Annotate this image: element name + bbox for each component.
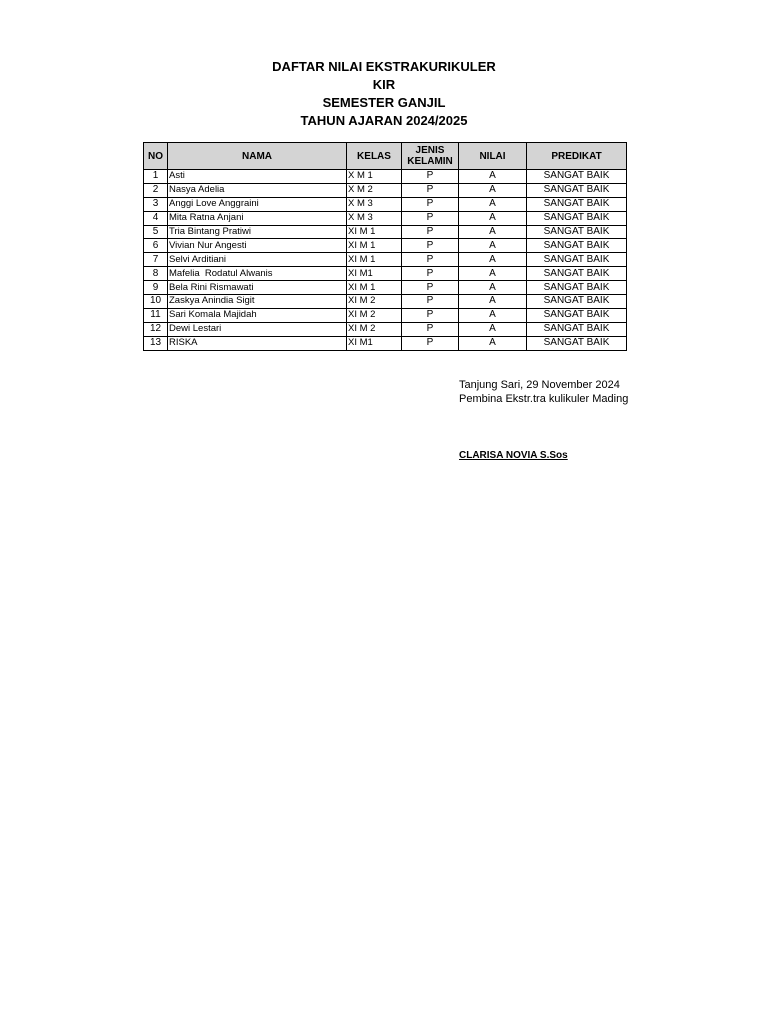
table-row xyxy=(144,322,627,336)
cell-nama: Selvi Arditiani xyxy=(168,253,347,267)
cell-predikat: SANGAT BAIK xyxy=(527,225,627,239)
cell-jenis-kelamin: P xyxy=(402,225,459,239)
cell-jenis-kelamin: P xyxy=(402,281,459,295)
cell-kelas: XI M 1 xyxy=(347,225,402,239)
cell-predikat: SANGAT BAIK xyxy=(527,211,627,225)
cell-nama: Asti xyxy=(168,170,347,184)
cell-no: 13 xyxy=(144,336,168,350)
table-body xyxy=(144,170,627,351)
cell-kelas: XI M1 xyxy=(347,267,402,281)
cell-predikat: SANGAT BAIK xyxy=(527,183,627,197)
header-row xyxy=(144,143,627,170)
cell-kelas: XI M 2 xyxy=(347,295,402,309)
table-row xyxy=(144,336,627,350)
cell-kelas: X M 1 xyxy=(347,170,402,184)
title-line-1: DAFTAR NILAI EKSTRAKURIKULER xyxy=(272,59,496,74)
cell-no: 5 xyxy=(144,225,168,239)
table-row xyxy=(144,295,627,309)
cell-jenis-kelamin: P xyxy=(402,336,459,350)
header-nama: NAMA xyxy=(168,143,347,170)
cell-no: 6 xyxy=(144,239,168,253)
table-row xyxy=(144,197,627,211)
cell-nilai: A xyxy=(459,267,527,281)
cell-no: 4 xyxy=(144,211,168,225)
header-predikat: PREDIKAT xyxy=(527,143,627,170)
cell-nilai: A xyxy=(459,197,527,211)
cell-nilai: A xyxy=(459,295,527,309)
cell-jenis-kelamin: P xyxy=(402,295,459,309)
cell-nilai: A xyxy=(459,211,527,225)
title-line-2: KIR xyxy=(372,77,396,92)
cell-no: 8 xyxy=(144,267,168,281)
cell-kelas: XI M1 xyxy=(347,336,402,350)
cell-predikat: SANGAT BAIK xyxy=(527,308,627,322)
cell-predikat: SANGAT BAIK xyxy=(527,281,627,295)
cell-nama: Sari Komala Majidah xyxy=(168,308,347,322)
cell-no: 9 xyxy=(144,281,168,295)
cell-no: 10 xyxy=(144,295,168,309)
cell-jenis-kelamin: P xyxy=(402,253,459,267)
signer-name: CLARISA NOVIA S.Sos xyxy=(459,450,568,461)
signature-block xyxy=(459,378,628,406)
header-jenis-kelamin xyxy=(402,143,459,170)
header-nilai: NILAI xyxy=(459,143,527,170)
table-row xyxy=(144,253,627,267)
cell-nama: Zaskya Anindia Sigit xyxy=(168,295,347,309)
cell-jenis-kelamin: P xyxy=(402,322,459,336)
cell-nilai: A xyxy=(459,336,527,350)
document-title xyxy=(0,58,768,130)
cell-kelas: XI M 2 xyxy=(347,308,402,322)
signature-role: Pembina Ekstr.tra kulikuler Mading xyxy=(459,393,629,405)
table-row xyxy=(144,239,627,253)
cell-nilai: A xyxy=(459,281,527,295)
title-line-4: TAHUN AJARAN 2024/2025 xyxy=(300,113,468,128)
header-jenis-kelamin-line1: JENIS xyxy=(415,145,445,156)
header-kelas: KELAS xyxy=(347,143,402,170)
cell-no: 1 xyxy=(144,170,168,184)
table-row xyxy=(144,225,627,239)
cell-predikat: SANGAT BAIK xyxy=(527,336,627,350)
table-row xyxy=(144,267,627,281)
cell-nama: Mafelia Rodatul Alwanis xyxy=(168,267,347,281)
cell-no: 11 xyxy=(144,308,168,322)
cell-nama: Anggi Love Anggraini xyxy=(168,197,347,211)
cell-nilai: A xyxy=(459,225,527,239)
table-row xyxy=(144,308,627,322)
header-no: NO xyxy=(144,143,168,170)
table-row xyxy=(144,170,627,184)
cell-nama: RISKA xyxy=(168,336,347,350)
header-jenis-kelamin-line2: KELAMIN xyxy=(407,156,453,167)
cell-jenis-kelamin: P xyxy=(402,239,459,253)
cell-predikat: SANGAT BAIK xyxy=(527,197,627,211)
cell-nama: Tria Bintang Pratiwi xyxy=(168,225,347,239)
cell-kelas: XI M 2 xyxy=(347,322,402,336)
title-line-3: SEMESTER GANJIL xyxy=(322,95,446,110)
cell-jenis-kelamin: P xyxy=(402,267,459,281)
cell-predikat: SANGAT BAIK xyxy=(527,170,627,184)
cell-nilai: A xyxy=(459,322,527,336)
cell-no: 7 xyxy=(144,253,168,267)
cell-nilai: A xyxy=(459,308,527,322)
cell-predikat: SANGAT BAIK xyxy=(527,295,627,309)
table-row xyxy=(144,183,627,197)
cell-nama: Vivian Nur Angesti xyxy=(168,239,347,253)
cell-no: 12 xyxy=(144,322,168,336)
cell-nilai: A xyxy=(459,170,527,184)
cell-predikat: SANGAT BAIK xyxy=(527,239,627,253)
table-header xyxy=(144,143,627,170)
cell-kelas: XI M 1 xyxy=(347,253,402,267)
signature-place-date: Tanjung Sari, 29 November 2024 xyxy=(459,379,620,391)
cell-predikat: SANGAT BAIK xyxy=(527,322,627,336)
cell-jenis-kelamin: P xyxy=(402,170,459,184)
cell-kelas: X M 3 xyxy=(347,197,402,211)
cell-jenis-kelamin: P xyxy=(402,197,459,211)
cell-nama: Bela Rini Rismawati xyxy=(168,281,347,295)
cell-predikat: SANGAT BAIK xyxy=(527,253,627,267)
cell-nilai: A xyxy=(459,183,527,197)
cell-jenis-kelamin: P xyxy=(402,183,459,197)
cell-kelas: XI M 1 xyxy=(347,239,402,253)
cell-nama: Nasya Adelia xyxy=(168,183,347,197)
cell-kelas: X M 3 xyxy=(347,211,402,225)
cell-nama: Dewi Lestari xyxy=(168,322,347,336)
cell-kelas: X M 2 xyxy=(347,183,402,197)
cell-jenis-kelamin: P xyxy=(402,211,459,225)
cell-predikat: SANGAT BAIK xyxy=(527,267,627,281)
cell-jenis-kelamin: P xyxy=(402,308,459,322)
cell-no: 2 xyxy=(144,183,168,197)
grade-table xyxy=(143,142,627,351)
cell-nilai: A xyxy=(459,253,527,267)
table-row xyxy=(144,211,627,225)
cell-nilai: A xyxy=(459,239,527,253)
cell-kelas: XI M 1 xyxy=(347,281,402,295)
table-row xyxy=(144,281,627,295)
cell-no: 3 xyxy=(144,197,168,211)
cell-nama: Mita Ratna Anjani xyxy=(168,211,347,225)
